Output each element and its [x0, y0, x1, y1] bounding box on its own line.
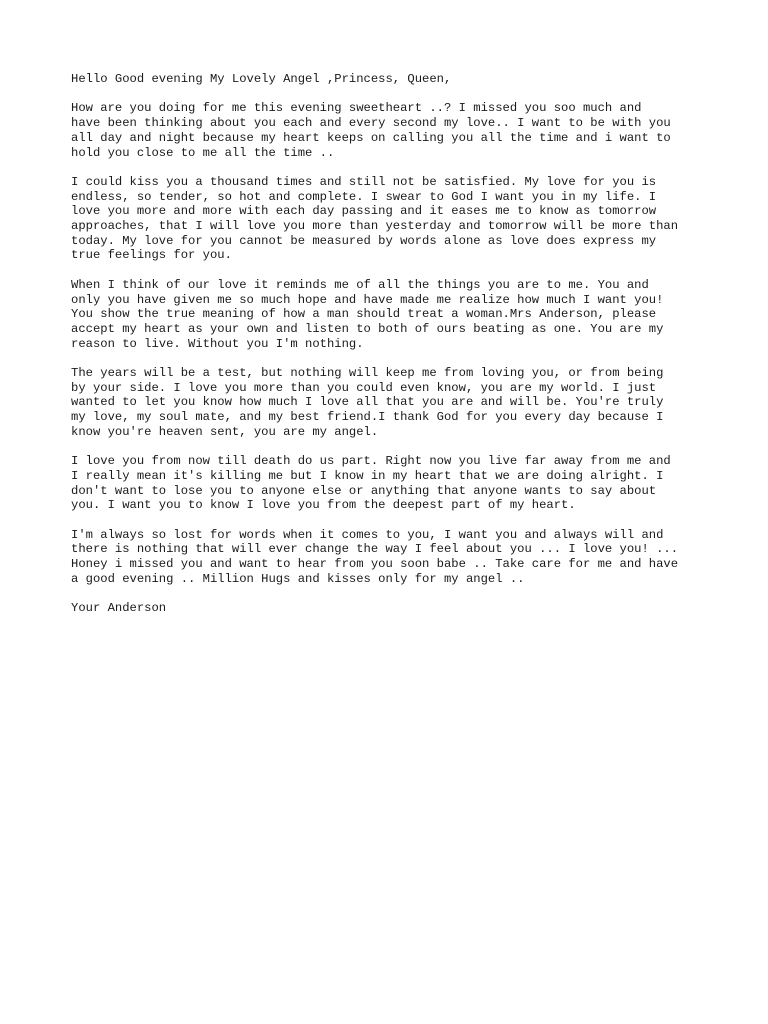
letter-paragraph-3: When I think of our love it reminds me of all the things you are to me. You and only you have given me so much hope and have made me realize how much I want you! You show the true meaning of how a man should treat a woman.Mrs Anderson, please accept my heart as your own and listen to both of ours beating as one. You are my reason to live. Without you I'm nothing. [71, 277, 664, 351]
letter-paragraph-2: I could kiss you a thousand times and still not be satisfied. My love for you is endless, so tender, so hot and complete. I swear to God I want you in my life. I love you more and more with each day passing and it eases me to know as tomorrow approaches, that I will love you more than yesterday and tomorrow will be more than today. My love for you cannot be measured by words alone as love does express my true feelings for you. [71, 174, 679, 263]
letter-paragraph-6: I'm always so lost for words when it comes to you, I want you and always will and there is nothing that will ever change the way I feel about you ... I love you! ... Honey i missed you and want to hear from you soon babe .. Take care for me and have a good evening .. Million Hugs and kisses only for my angel .. [71, 527, 679, 586]
letter-paragraph-1: How are you doing for me this evening sweetheart ..? I missed you soo much and have been thinking about you each and every second my love.. I want to be with you all day and night because my heart keeps on calling you all the time and i want to hold you close to me all the time .. [71, 101, 671, 160]
letter-greeting: Hello Good evening My Lovely Angel ,Princess, Queen, [71, 72, 452, 86]
letter-paragraph-5: I love you from now till death do us part. Right now you live far away from me and I really mean it's killing me but I know in my heart that we are doing alright. I don't want to lose you to anyone else or anything that anyone wants to say about you. I want you to know I love you from the deepest part of my heart. [71, 454, 671, 513]
letter-signoff: Your Anderson [71, 601, 167, 616]
letter-page [71, 72, 711, 616]
letter-paragraph-4: The years will be a test, but nothing will keep me from loving you, or from being by your side. I love you more than you could even know, you are my world. I just wanted to let you know how much I love all that you are and will be. You're truly my love, my soul mate, and my best friend.I thank God for you every day because I know you're heaven sent, you are my angel. [71, 366, 664, 439]
